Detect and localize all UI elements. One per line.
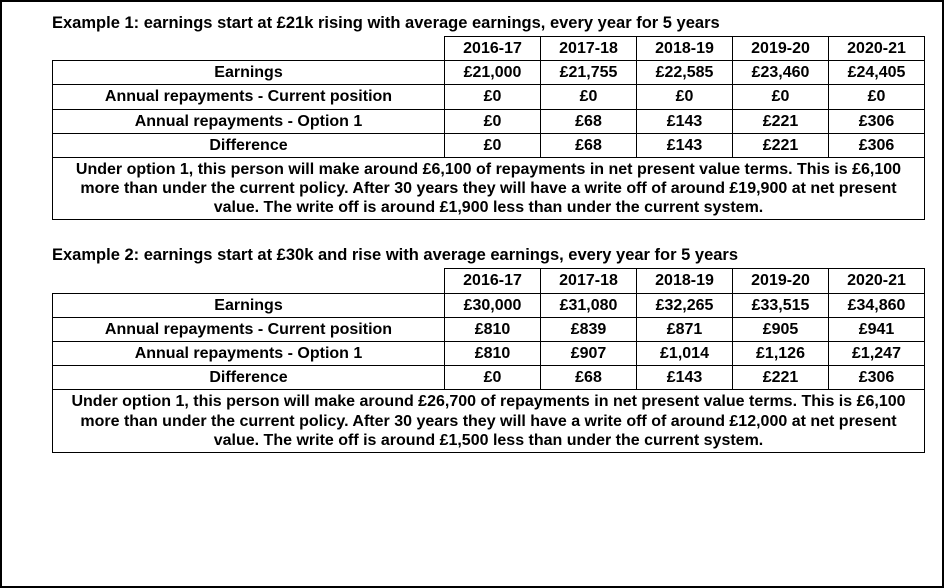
table-cell: £907	[541, 342, 637, 366]
table-cell: £68	[541, 366, 637, 390]
table-cell: £306	[829, 133, 925, 157]
column-header-year: 2020-21	[829, 36, 925, 60]
table-cell: £68	[541, 109, 637, 133]
row-label: Annual repayments - Option 1	[53, 109, 445, 133]
table-cell: £23,460	[733, 61, 829, 85]
table-cell: £143	[637, 109, 733, 133]
table-cell: £143	[637, 133, 733, 157]
column-header-year: 2016-17	[445, 269, 541, 293]
example-2-title: Example 2: earnings start at £30k and rise with average earnings, every year for 5 years	[52, 246, 739, 265]
column-header-year: 2017-18	[541, 269, 637, 293]
table-cell: £221	[733, 109, 829, 133]
column-header-year: 2020-21	[829, 269, 925, 293]
example-1-note: Under option 1, this person will make around £6,100 of repayments in net present value terms. This is £6,100 more than under the current policy. After 30 years they will have a write off of around £19,900 at net present value. The write off is around £1,900 less than under the current system.	[53, 157, 925, 220]
table-cell: £32,265	[637, 293, 733, 317]
row-label: Difference	[53, 133, 445, 157]
table-header-row	[53, 269, 925, 293]
table-cell: £941	[829, 317, 925, 341]
table-cell: £0	[445, 366, 541, 390]
column-header-year: 2019-20	[733, 269, 829, 293]
table-row	[53, 61, 925, 85]
table-cell: £21,000	[445, 61, 541, 85]
table-cell: £1,126	[733, 342, 829, 366]
example-block-1	[16, 12, 928, 220]
table-cell: £306	[829, 109, 925, 133]
table-cell: £34,860	[829, 293, 925, 317]
table-row	[53, 293, 925, 317]
table-cell: £306	[829, 366, 925, 390]
table-cell: £1,247	[829, 342, 925, 366]
example-2-note: Under option 1, this person will make around £26,700 of repayments in net present value terms. This is £6,100 more than under the current policy. After 30 years they will have a write off of around £12,000 at net present value. The write off is around £1,500 less than under the current system.	[53, 390, 925, 453]
table-cell: £68	[541, 133, 637, 157]
column-header-year: 2016-17	[445, 36, 541, 60]
table-cell: £0	[733, 85, 829, 109]
row-label: Annual repayments - Option 1	[53, 342, 445, 366]
table-cell: £31,080	[541, 293, 637, 317]
table-cell: £839	[541, 317, 637, 341]
table-cell: £0	[541, 85, 637, 109]
corner-cell	[53, 269, 445, 293]
column-header-year: 2018-19	[637, 269, 733, 293]
example-1-title: Example 1: earnings start at £21k rising with average earnings, every year for 5 years	[52, 14, 720, 32]
column-header-year: 2019-20	[733, 36, 829, 60]
table-cell: £810	[445, 317, 541, 341]
note-row	[53, 390, 925, 453]
table-row	[53, 342, 925, 366]
row-label: Difference	[53, 366, 445, 390]
table-cell: £905	[733, 317, 829, 341]
example-2-table	[52, 268, 925, 453]
table-cell: £0	[445, 85, 541, 109]
table-cell: £21,755	[541, 61, 637, 85]
table-cell: £22,585	[637, 61, 733, 85]
table-cell: £871	[637, 317, 733, 341]
table-cell: £1,014	[637, 342, 733, 366]
column-header-year: 2017-18	[541, 36, 637, 60]
row-label: Annual repayments - Current position	[53, 85, 445, 109]
table-cell: £221	[733, 366, 829, 390]
table-cell: £0	[445, 133, 541, 157]
table-cell: £810	[445, 342, 541, 366]
table-header-row	[53, 36, 925, 60]
note-row	[53, 157, 925, 220]
table-cell: £0	[829, 85, 925, 109]
table-row	[53, 109, 925, 133]
row-label: Earnings	[53, 61, 445, 85]
example-block-2	[16, 244, 928, 452]
table-cell: £0	[445, 109, 541, 133]
row-label: Earnings	[53, 293, 445, 317]
example-1-table	[52, 36, 925, 221]
table-cell: £143	[637, 366, 733, 390]
table-row	[53, 317, 925, 341]
table-row	[53, 133, 925, 157]
table-cell: £221	[733, 133, 829, 157]
corner-cell	[53, 36, 445, 60]
table-cell: £33,515	[733, 293, 829, 317]
table-cell: £30,000	[445, 293, 541, 317]
table-cell: £0	[637, 85, 733, 109]
table-row	[53, 366, 925, 390]
section-spacer	[16, 230, 928, 244]
column-header-year: 2018-19	[637, 36, 733, 60]
table-cell: £24,405	[829, 61, 925, 85]
table-row	[53, 85, 925, 109]
row-label: Annual repayments - Current position	[53, 317, 445, 341]
